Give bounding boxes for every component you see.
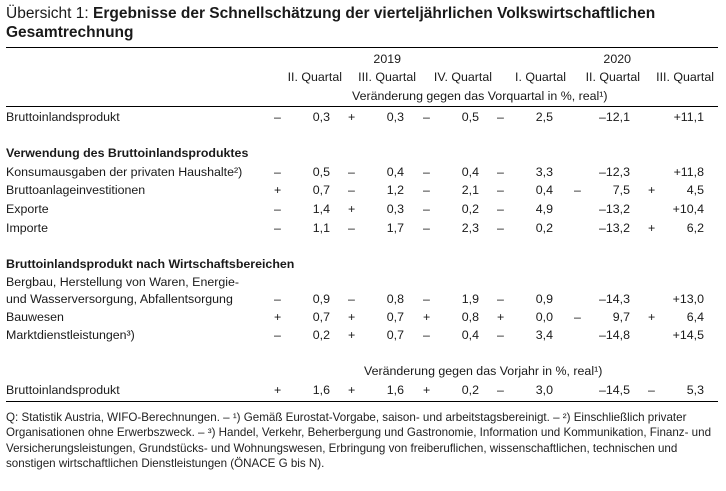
cell-sign: – <box>648 383 655 397</box>
top-rule <box>6 47 718 48</box>
unit-year: Veränderung gegen das Vorjahr in %, real¹) <box>364 364 603 378</box>
cell-sign: – <box>274 165 281 179</box>
cell-sign: – <box>274 292 281 306</box>
cell-number: +11,8 <box>673 165 704 179</box>
cell-sign: – <box>274 110 281 124</box>
row-label-bip-year: Bruttoinlandsprodukt <box>6 383 120 397</box>
cell-sign: + <box>348 310 356 324</box>
cell-sign: – <box>348 183 355 197</box>
cell-number: +14,5 <box>672 328 704 342</box>
title-main: Ergebnisse der Schnellschätzung der vierteljährlichen Volkswirtschaftlichen Gesamtrechnung <box>6 5 656 41</box>
cell-sign: – <box>497 202 504 216</box>
cell-number: 0,7 <box>312 310 330 324</box>
cell-number: 0,7 <box>312 183 330 197</box>
header-quarter-3: IV. Quartal <box>433 70 492 84</box>
cell-sign: – <box>274 221 281 235</box>
cell-number: 0,7 <box>386 328 404 342</box>
cell-sign: + <box>348 110 356 124</box>
cell-sign: + <box>648 183 656 197</box>
cell-sign: – <box>497 383 504 397</box>
cell-number: –13,2 <box>598 221 630 235</box>
cell-sign: – <box>574 183 581 197</box>
cell-number: 3,3 <box>535 165 553 179</box>
cell-number: 0,3 <box>312 110 330 124</box>
cell-sign: + <box>648 310 656 324</box>
cell-sign: + <box>274 383 282 397</box>
row-label-bau: Bauwesen <box>6 310 64 324</box>
cell-sign: + <box>274 183 282 197</box>
cell-number: 0,8 <box>386 292 404 306</box>
cell-number: +11,1 <box>673 110 704 124</box>
cell-sign: – <box>423 202 430 216</box>
cell-number: 0,2 <box>312 328 330 342</box>
cell-sign: – <box>348 292 355 306</box>
header-rule <box>6 106 718 107</box>
cell-number: 0,0 <box>535 310 553 324</box>
header-year-2019: 2019 <box>373 52 401 66</box>
table-title <box>6 4 722 42</box>
cell-number: 0,5 <box>461 110 479 124</box>
cell-number: 0,2 <box>461 383 479 397</box>
cell-number: 0,5 <box>312 165 330 179</box>
cell-number: 1,4 <box>312 202 330 216</box>
cell-sign: – <box>348 165 355 179</box>
cell-number: 1,9 <box>461 292 479 306</box>
cell-sign: + <box>423 310 431 324</box>
cell-number: 0,4 <box>461 165 479 179</box>
row-label-bergbau-line2: und Wasserversorgung, Abfallentsorgung <box>6 292 233 306</box>
cell-number: 9,7 <box>612 310 630 324</box>
cell-sign: + <box>348 202 356 216</box>
cell-number: 6,2 <box>686 221 704 235</box>
footnote: Q: Statistik Austria, WIFO-Berechnungen. – ¹) Gemäß Eurostat-Vorgabe, saison- und arbeitstagsbereinigt. – ²) Einschließlich privater Organisationen ohne Erwerbszweck. – ³) Handel, Verkehr, Beherbergung und Gastronomie, Information und Kommunikation, Finanz- und Versicherungsleistungen, Grundstücks- und Wohnungswesen, Erbringung von freiberuflichen, wissenschaftlichen, technischen und sonstigen wirtschaftlichen Dienstleistungen (ÖNACE G bis N). <box>6 411 712 471</box>
cell-number: –14,8 <box>598 328 630 342</box>
row-label-markt: Marktdienstleistungen³) <box>6 328 135 342</box>
cell-sign: – <box>497 292 504 306</box>
cell-number: 4,9 <box>535 202 553 216</box>
cell-sign: – <box>497 328 504 342</box>
cell-sign: + <box>423 383 431 397</box>
cell-number: 0,2 <box>535 221 553 235</box>
cell-number: 0,3 <box>386 202 404 216</box>
cell-number: 0,2 <box>461 202 479 216</box>
cell-number: –13,2 <box>598 202 630 216</box>
header-quarter-4: I. Quartal <box>515 70 566 84</box>
cell-number: 4,5 <box>686 183 704 197</box>
cell-sign: – <box>497 221 504 235</box>
cell-sign: – <box>348 221 355 235</box>
cell-number: +13,0 <box>672 292 704 306</box>
cell-number: –12,1 <box>598 110 630 124</box>
cell-number: 5,3 <box>686 383 704 397</box>
cell-number: 6,4 <box>686 310 704 324</box>
cell-number: 1,2 <box>386 183 404 197</box>
cell-sign: – <box>423 183 430 197</box>
cell-number: 0,9 <box>535 292 553 306</box>
section-bereiche: Bruttoinlandsprodukt nach Wirtschaftsbereichen <box>6 257 295 271</box>
row-label-importe: Importe <box>6 221 49 235</box>
header-quarter-6: III. Quartal <box>656 70 714 84</box>
cell-sign: – <box>423 328 430 342</box>
row-label-konsum: Konsumausgaben der privaten Haushalte²) <box>6 165 243 179</box>
cell-number: 3,4 <box>535 328 553 342</box>
row-label-anlage: Bruttoanlageinvestitionen <box>6 183 146 197</box>
row-label-bergbau-line1: Bergbau, Herstellung von Waren, Energie- <box>6 275 240 289</box>
row-label-bip: Bruttoinlandsprodukt <box>6 110 120 124</box>
cell-sign: – <box>423 221 430 235</box>
cell-number: 7,5 <box>612 183 630 197</box>
cell-number: –14,3 <box>598 292 630 306</box>
title-lead: Übersicht 1: <box>6 5 89 22</box>
cell-number: –14,5 <box>598 383 630 397</box>
cell-number: 3,0 <box>535 383 553 397</box>
cell-number: +10,4 <box>672 202 704 216</box>
cell-number: 0,7 <box>386 310 404 324</box>
cell-sign: + <box>348 383 356 397</box>
cell-number: 1,6 <box>312 383 330 397</box>
section-verwendung: Verwendung des Bruttoinlandsproduktes <box>6 146 249 160</box>
bottom-rule <box>6 401 718 402</box>
cell-number: 0,4 <box>461 328 479 342</box>
cell-number: 2,3 <box>461 221 479 235</box>
cell-sign: – <box>423 110 430 124</box>
cell-number: 2,5 <box>535 110 553 124</box>
header-quarter-2: III. Quartal <box>358 70 416 84</box>
cell-sign: – <box>497 165 504 179</box>
cell-sign: – <box>497 183 504 197</box>
cell-number: 1,1 <box>312 221 330 235</box>
cell-number: –12,3 <box>598 165 630 179</box>
cell-number: 1,7 <box>386 221 404 235</box>
header-quarter-5: II. Quartal <box>585 70 640 84</box>
cell-number: 0,9 <box>312 292 330 306</box>
cell-sign: + <box>348 328 356 342</box>
cell-number: 0,3 <box>386 110 404 124</box>
cell-sign: – <box>274 328 281 342</box>
header-year-2020: 2020 <box>603 52 631 66</box>
cell-sign: + <box>497 310 505 324</box>
cell-sign: – <box>423 292 430 306</box>
cell-sign: – <box>423 165 430 179</box>
row-label-exporte: Exporte <box>6 202 49 216</box>
cell-sign: + <box>648 221 656 235</box>
cell-sign: – <box>274 202 281 216</box>
cell-sign: – <box>574 310 581 324</box>
cell-sign: + <box>274 310 282 324</box>
cell-number: 0,4 <box>535 183 553 197</box>
cell-number: 0,8 <box>461 310 479 324</box>
header-quarter-1: II. Quartal <box>287 70 342 84</box>
cell-number: 0,4 <box>386 165 404 179</box>
unit-quarter: Veränderung gegen das Vorquartal in %, real¹) <box>352 89 608 103</box>
cell-sign: – <box>497 110 504 124</box>
cell-number: 2,1 <box>461 183 479 197</box>
cell-number: 1,6 <box>386 383 404 397</box>
